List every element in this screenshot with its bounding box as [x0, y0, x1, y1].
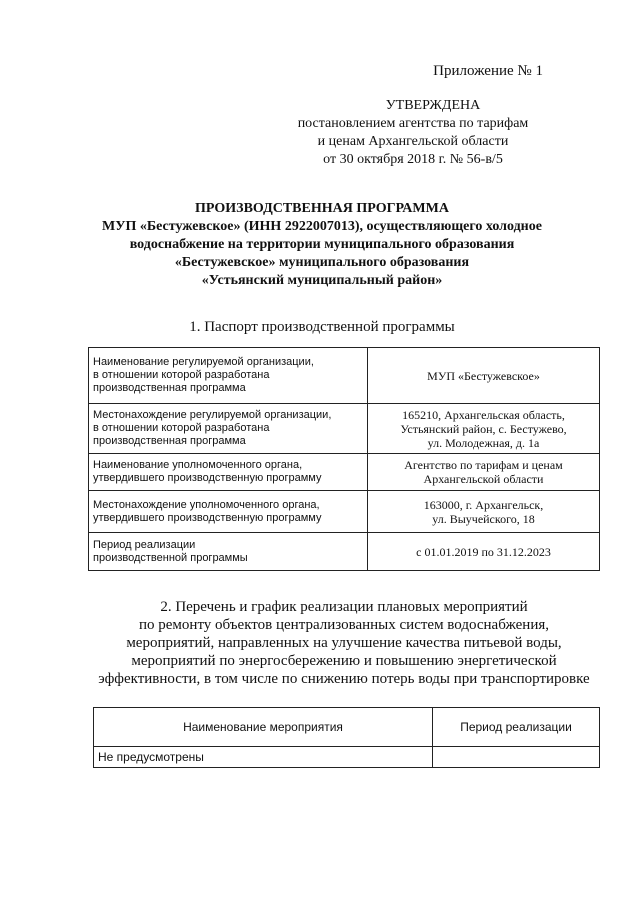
passport-label-cell — [89, 454, 368, 491]
approval-line: от 30 октября 2018 г. № 56-в/5 — [323, 152, 503, 167]
approval-block — [283, 62, 543, 167]
section2-heading-line: мероприятий, направленных на улучшение качества питьевой воды, — [126, 635, 562, 651]
passport-value-line: с 01.01.2019 по 31.12.2023 — [416, 544, 551, 559]
passport-value-line: 163000, г. Архангельск, — [423, 497, 544, 512]
passport-value-cell — [368, 491, 600, 533]
passport-label-cell — [89, 533, 368, 571]
passport-label-cell — [89, 404, 368, 454]
passport-label-line: производственная программа — [93, 435, 246, 447]
approval-line: постановлением агентства по тарифам — [297, 116, 529, 131]
section2-heading-line: эффективности, в том числе по снижению потерь воды при транспортировке — [98, 671, 590, 687]
passport-value-cell — [368, 404, 600, 454]
column-header-event-name: Наименование мероприятия — [94, 708, 433, 747]
passport-label-cell — [89, 491, 368, 533]
passport-table — [88, 347, 600, 571]
passport-value-line: Агентство по тарифам и ценам — [404, 458, 563, 472]
passport-label-line: Местонахождение уполномоченного органа, — [93, 498, 320, 511]
events-table — [93, 707, 600, 768]
passport-label-line: Местонахождение регулируемой организации, — [93, 409, 332, 421]
passport-value-line: Устьянский район, с. Бестужево, — [400, 421, 567, 436]
title-line: ПРОИЗВОДСТВЕННАЯ ПРОГРАММА — [195, 201, 449, 216]
passport-label-line: утвердившего производственную программу — [93, 511, 322, 524]
event-name-cell: Не предусмотрены — [94, 747, 433, 768]
approval-stamp — [283, 97, 543, 169]
events-header-row — [94, 708, 600, 747]
approved-heading: УТВЕРЖДЕНА — [385, 98, 481, 113]
title-line: водоснабжение на территории муниципального образования — [129, 237, 515, 252]
passport-value-line: ул. Молодежная, д. 1а — [427, 435, 540, 450]
section2-heading — [88, 598, 600, 688]
section2-heading-line: мероприятий по энергосбережению и повышению энергетической — [131, 653, 557, 669]
passport-label-line: Период реализации — [93, 538, 196, 551]
passport-row — [89, 454, 600, 491]
passport-value-line: ул. Выучейского, 18 — [432, 511, 535, 526]
passport-value-line: Архангельской области — [423, 472, 544, 486]
passport-label-cell — [89, 348, 368, 404]
passport-label-line: производственная программа — [93, 382, 246, 394]
passport-value-line: 165210, Архангельская область, — [402, 407, 565, 422]
passport-value-cell — [368, 348, 600, 404]
section1-heading: 1. Паспорт производственной программы — [189, 319, 455, 335]
column-header-period: Период реализации — [433, 708, 600, 747]
passport-label-line: Наименование регулируемой организации, — [93, 356, 314, 368]
passport-value-line: МУП «Бестужевское» — [427, 368, 540, 383]
title-line: «Устьянский муниципальный район» — [201, 273, 443, 288]
passport-row — [89, 348, 600, 404]
events-row — [94, 747, 600, 768]
event-period-cell — [433, 747, 600, 768]
approval-line: и ценам Архангельской области — [317, 134, 509, 149]
document-title — [88, 200, 556, 290]
title-line: МУП «Бестужевское» (ИНН 2922007013), осуществляющего холодное — [102, 219, 542, 234]
passport-row — [89, 491, 600, 533]
passport-row — [89, 533, 600, 571]
passport-value-cell — [368, 533, 600, 571]
passport-label-line: Наименование уполномоченного органа, — [93, 459, 303, 471]
annex-number: Приложение № 1 — [433, 63, 543, 79]
passport-row — [89, 404, 600, 454]
passport-label-line: производственной программы — [93, 551, 248, 564]
section2-heading-line: по ремонту объектов централизованных систем водоснабжения, — [138, 617, 549, 633]
passport-label-line: в отношении которой разработана — [93, 422, 270, 434]
passport-label-line: утвердившего производственную программу — [93, 472, 322, 484]
passport-value-cell — [368, 454, 600, 491]
passport-label-line: в отношении которой разработана — [93, 369, 270, 381]
section2-heading-line: 2. Перечень и график реализации плановых мероприятий — [160, 599, 528, 615]
title-line: «Бестужевское» муниципального образования — [174, 255, 470, 270]
